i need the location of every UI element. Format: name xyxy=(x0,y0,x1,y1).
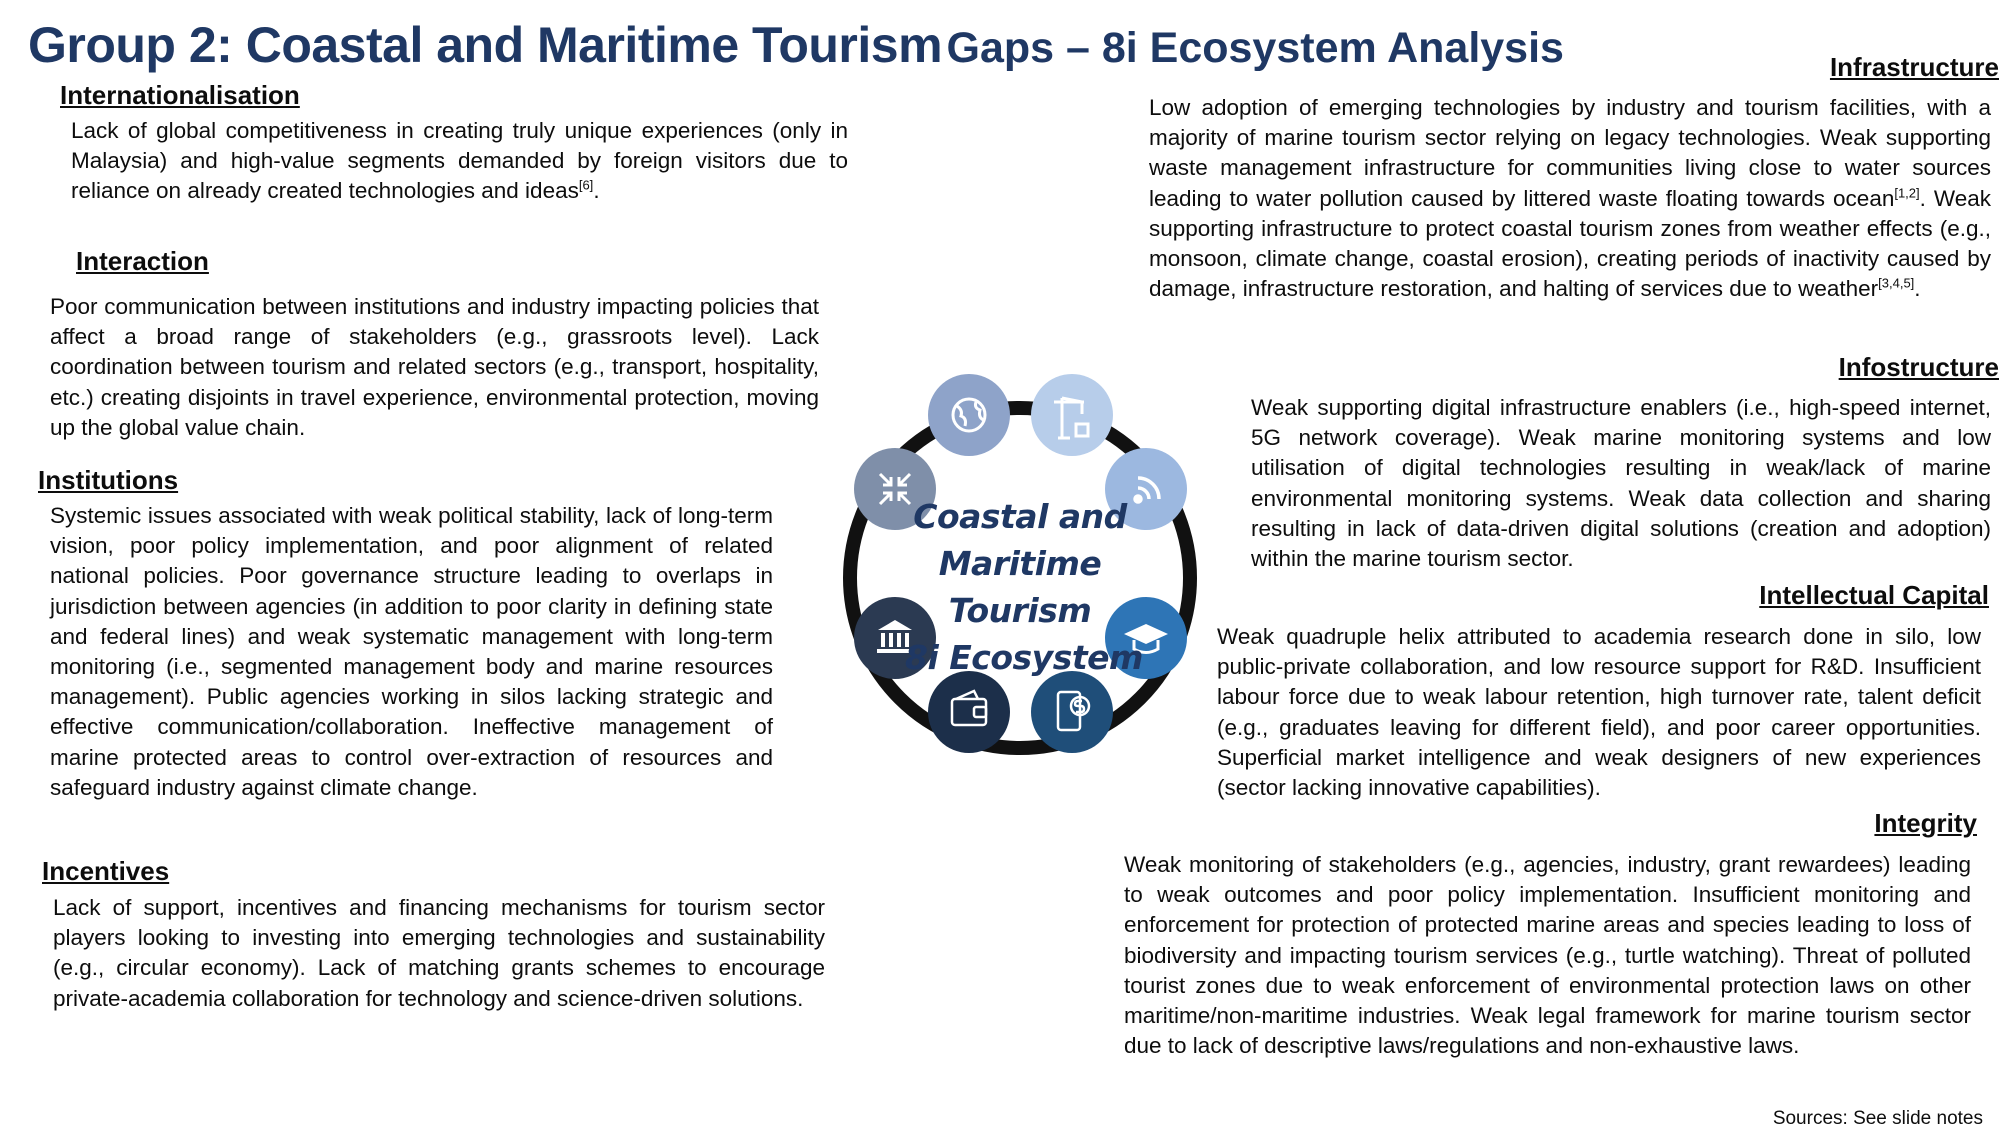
heading-institutions: Institutions xyxy=(38,465,179,495)
page-title xyxy=(28,16,1564,74)
heading-infrastructure: Infrastructure xyxy=(1829,52,1999,82)
text-integrity: Weak monitoring of stakeholders (e.g., agencies, industry, grant rewardees) leading to weak outcomes and poor policy implementation. Insufficient monitoring and enforcement for protection of protected marine areas and species leading to loss of biodiversity and impacting tourism services (e.g., turtle watching). Threat of polluted tourist zones due to weak enforcement of environmental protection laws on other maritime/non-maritime industries. Weak legal framework for marine tourism sector due to lack of descriptive laws/regulations and non-exhaustive laws. xyxy=(1124,852,1971,1059)
node-globe-bg xyxy=(928,374,1010,456)
heading-infostructure: Infostructure xyxy=(1838,352,1999,382)
center-line-1: Coastal and xyxy=(913,497,1127,536)
heading-internationalisation: Internationalisation xyxy=(60,80,300,110)
heading-incentives: Incentives xyxy=(42,856,170,886)
node-wallet xyxy=(928,671,1010,753)
text-infostructure: Weak supporting digital infrastructure enablers (i.e., high-speed internet, 5G network coverage). Weak marine monitoring systems and low utilisation of digital technologies resulting in weak/lack of marine environmental monitoring systems. Weak data collection and sharing resulting in lack of data-driven digital solutions (creation and adoption) within the marine tourism sector. xyxy=(1251,395,1991,572)
node-crane-bg xyxy=(1031,374,1113,456)
node-crane xyxy=(1031,374,1113,456)
ecosystem-diagram xyxy=(810,368,1230,788)
text-internationalisation: Lack of global competitiveness in creating truly unique experiences (only in Malaysia) and high-value segments demanded by foreign visitors due to reliance on already created technologies and ideas[6]. xyxy=(71,118,848,204)
text-incentives: Lack of support, incentives and financing mechanisms for tourism sector players looking to investing into emerging technologies and sustainability (e.g., circular economy). Lack of matching grants schemes to encourage private-academia collaboration for technology and science-driven solutions. xyxy=(53,895,825,1011)
heading-interaction: Interaction xyxy=(76,246,209,276)
text-infrastructure: Low adoption of emerging technologies by industry and tourism facilities, with a majority of marine tourism sector relying on legacy technologies. Weak supporting waste management infrastructure for communities living close to water sources leading to water pollution caused by littered waste floating towards ocean[1,2]. Weak supporting infrastructure to protect coastal tourism zones from weather effects (e.g., monsoon, climate change, coastal erosion), creating periods of inactivity caused by damage, infrastructure restoration, and halting of services due to weather[3,4,5]. xyxy=(1149,95,1991,302)
text-interaction: Poor communication between institutions and industry impacting policies that affect a broad range of stakeholders (e.g., grassroots level). Lack coordination between tourism and related sectors (e.g., transport, hospitality, etc.) creating disjoints in travel experience, environmental protection, moving up the global value chain. xyxy=(50,294,819,440)
node-mobile-money xyxy=(1031,671,1113,753)
center-line-2: Maritime xyxy=(938,544,1102,583)
text-institutions: Systemic issues associated with weak political stability, lack of long-term vision, poor policy implementation, and poor alignment of related national policies. Poor governance structure leading to overlaps in jurisdiction between agencies (in addition to poor clarity in defining state and federal lines) and weak systematic management with long-term monitoring (i.e., segmented management body and marine resources management). Public agencies working in silos lacking strategic and effective communication/collaboration. Ineffective management of marine protected areas to control over-extraction of resources and safeguard industry against climate change. xyxy=(50,503,773,800)
center-line-4: 8i Ecosystem xyxy=(905,638,1143,677)
sources-note: Sources: See slide notes xyxy=(1772,1108,1983,1129)
node-globe xyxy=(928,374,1010,456)
title-main: Group 2: Coastal and Maritime Tourism xyxy=(28,17,943,73)
text-intellectual-capital: Weak quadruple helix attributed to academia research done in silo, low public-private collaboration, and low resource support for R&D. Insufficient labour force due to weak labour retention, high turnover rate, talent deficit (e.g., graduates leaving for different field), and poor career opportunities. Superficial market intelligence and weak designers of new experiences (sector lacking innovative capabilities). xyxy=(1217,624,1981,801)
node-wallet-bg xyxy=(928,671,1010,753)
title-sub: Gaps – 8i Ecosystem Analysis xyxy=(946,24,1564,72)
heading-integrity: Integrity xyxy=(1874,808,1977,838)
diagram-center-label xyxy=(905,493,1143,681)
center-line-3: Tourism xyxy=(948,591,1092,630)
heading-intellectual-capital: Intellectual Capital xyxy=(1759,580,1989,610)
